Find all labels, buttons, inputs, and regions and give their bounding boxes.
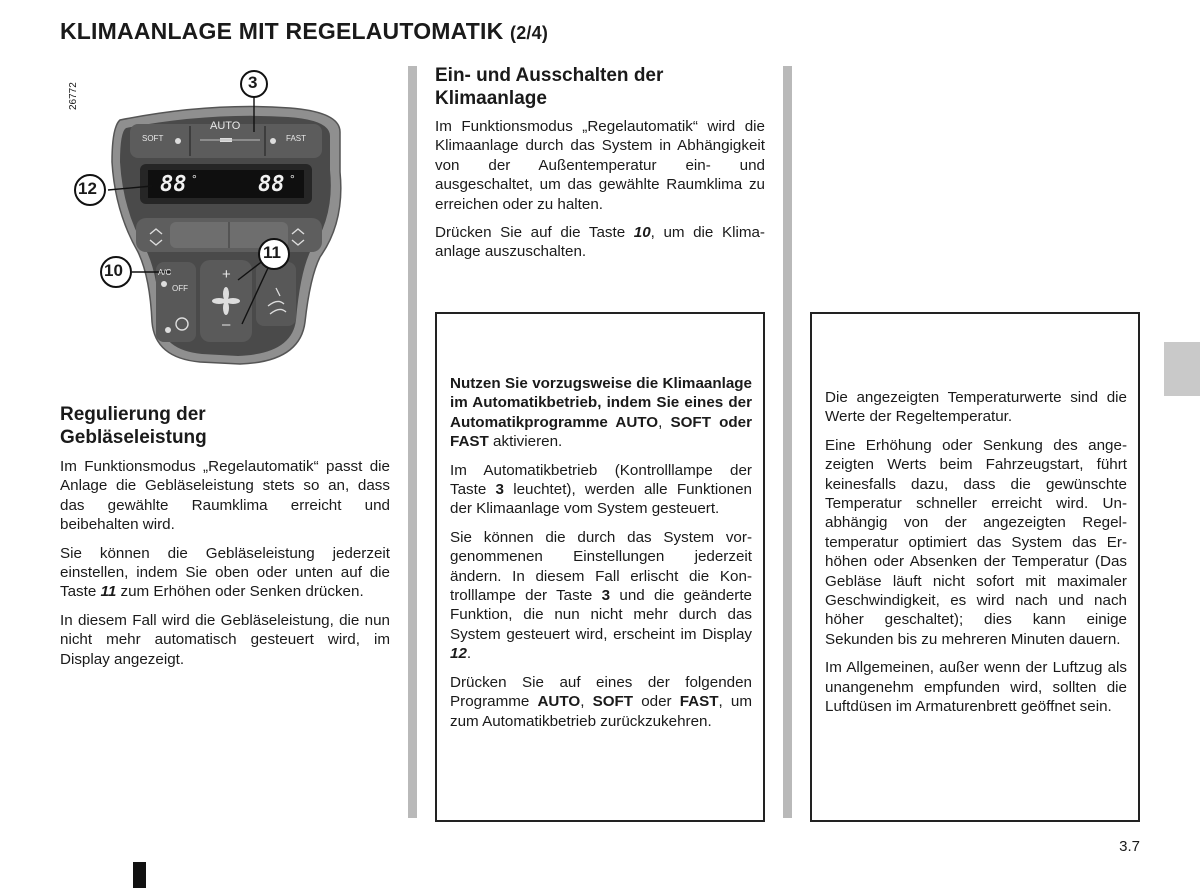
text-span: , um die Klimaanlage auszuschalten. (435, 224, 765, 261)
text-span: aktivieren. (488, 433, 563, 451)
info-box-content (825, 388, 1127, 726)
callout-11: 11 (263, 243, 281, 262)
paragraph: In diesem Fall wird die Gebläseleistung, die nun nicht mehr automatisch gesteuert wird, im Display angezeigt. (60, 611, 390, 668)
text-span: Sie können die durch das System vorgenommenen Einstellungen jederzeit ändern. In diesem Fall erlischt die Kontrolllampe der Taste (450, 528, 752, 605)
text-span: Im Automatikbetrieb (Kontrolllampe der Taste (450, 461, 752, 499)
climate-control-figure (60, 62, 390, 372)
page-title (60, 18, 548, 45)
text-bold: AUTO (537, 693, 581, 711)
text-span: Drücken Sie auf eines der folgenden Programme (450, 673, 752, 711)
paragraph: Im Funktionsmodus „Regelautomatik“ passt die Anlage die Gebläseleistung stets so an, dass das gewählte Raumklima erreicht und beibehalten wird. (60, 458, 390, 534)
soft-label: SOFT (142, 134, 164, 143)
column-divider-right (783, 66, 792, 818)
display-right-degree: ° (290, 172, 295, 186)
text-span: , (580, 693, 593, 711)
text-span: Sie können die Gebläseleistung jederzeit einstellen, indem Sie oben oder unten auf die Taste (60, 544, 390, 601)
text-span: , (658, 413, 671, 431)
fast-label: FAST (286, 134, 307, 143)
text-span: Drücken Sie auf die Taste (435, 224, 634, 242)
page-title-part: (2/4) (510, 23, 549, 43)
text-bold: SOFT (592, 693, 634, 711)
paragraph (435, 223, 765, 262)
fan-plus-label: + (222, 266, 231, 283)
key-reference: 12 (450, 645, 467, 663)
paragraph: Die angezeigten Temperaturwerte sind die Werte der Regeltemperatur. (825, 389, 1127, 426)
display-left-degree: ° (192, 172, 197, 186)
column-divider-left (408, 66, 417, 818)
callout-10: 10 (104, 261, 123, 280)
page-number: 3.7 (1119, 838, 1140, 855)
text-span: oder (633, 693, 680, 711)
section-heading-fan: Regulierung der Gebläseleistung (60, 404, 207, 448)
paragraph: Eine Erhöhung oder Senkung des angezeigten Werts beim Fahrzeugstart, führt keinesfalls dazu, dass die gewünschte Temperatur schneller erreicht wird. Unabhängig von der angezeigten Regeltemperatur optimiert das System das Erhöhen oder Absenken der Temperatur (Das Gebläse läuft nicht sofort mit maximaler Geschwindigkeit, es wird nach und nach höher geschaltet); dies kann einige Sekunden bis zu mehreren Minuten dauern. (825, 436, 1127, 648)
paragraph: Im Allgemeinen, außer wenn der Luftzug als unangenehm empfunden wird, sollten die Luftdüsen im Armaturenbrett geöffnet sein. (825, 659, 1127, 716)
info-box-content (450, 374, 752, 740)
key-reference: 3 (495, 481, 504, 499)
paragraph (60, 544, 390, 602)
display-right-digits: 88 (258, 172, 285, 197)
text-span: , um zum Automatikbetrieb zurückzukehren. (450, 693, 752, 730)
text-bold: Nutzen Sie vorzugsweise die Klimaanlage im Automatikbetrieb, indem Sie eines der Automatikprogramme AUTO (450, 375, 752, 431)
text-bold: SOFT oder FAST (450, 413, 752, 451)
middle-column-text (435, 117, 765, 271)
figure-number: 26772 (68, 82, 79, 110)
page-title-text: KLIMAANLAGE MIT REGELAUTOMATIK (60, 18, 504, 44)
key-reference: 11 (100, 583, 117, 601)
key-reference: 10 (633, 224, 651, 242)
text-span: leuchtet), werden alle Funktionen der Klimaanlage vom System gesteuert. (450, 481, 752, 518)
paragraph: Im Funktionsmodus „Regelautomatik“ wird die Klimaanlage durch das System in Abhängigkeit von der Außentemperatur ein- und ausgeschaltet, um das gewählte Raumklima zu erreichen oder zu halten. (435, 118, 765, 213)
callout-3: 3 (248, 73, 258, 92)
paragraph (450, 374, 752, 452)
left-column-text (60, 457, 390, 678)
footer-mark (133, 862, 146, 888)
paragraph (450, 528, 752, 664)
paragraph (450, 461, 752, 519)
paragraph (450, 673, 752, 731)
key-reference: 3 (601, 587, 611, 605)
text-bold: FAST (679, 693, 719, 711)
section-heading-ac: Ein- und Ausschalten der Klimaanlage (435, 65, 664, 109)
info-box-automatic (435, 312, 765, 822)
info-box-temperature (810, 312, 1140, 822)
callout-12: 12 (78, 179, 97, 198)
display-left-digits: 88 (160, 172, 187, 197)
fan-minus-label: – (222, 316, 231, 333)
text-span: zum Erhöhen oder Senken drücken. (116, 583, 364, 601)
text-span: und die geänderte Funktion, die nun nicht mehr durch das System gesteuert wird, erscheint im Display (450, 587, 752, 643)
ac-label: A/C (158, 268, 172, 277)
text-span: . (466, 645, 472, 663)
auto-label: AUTO (210, 120, 241, 132)
chapter-tab (1164, 342, 1200, 396)
off-label: OFF (172, 284, 188, 293)
